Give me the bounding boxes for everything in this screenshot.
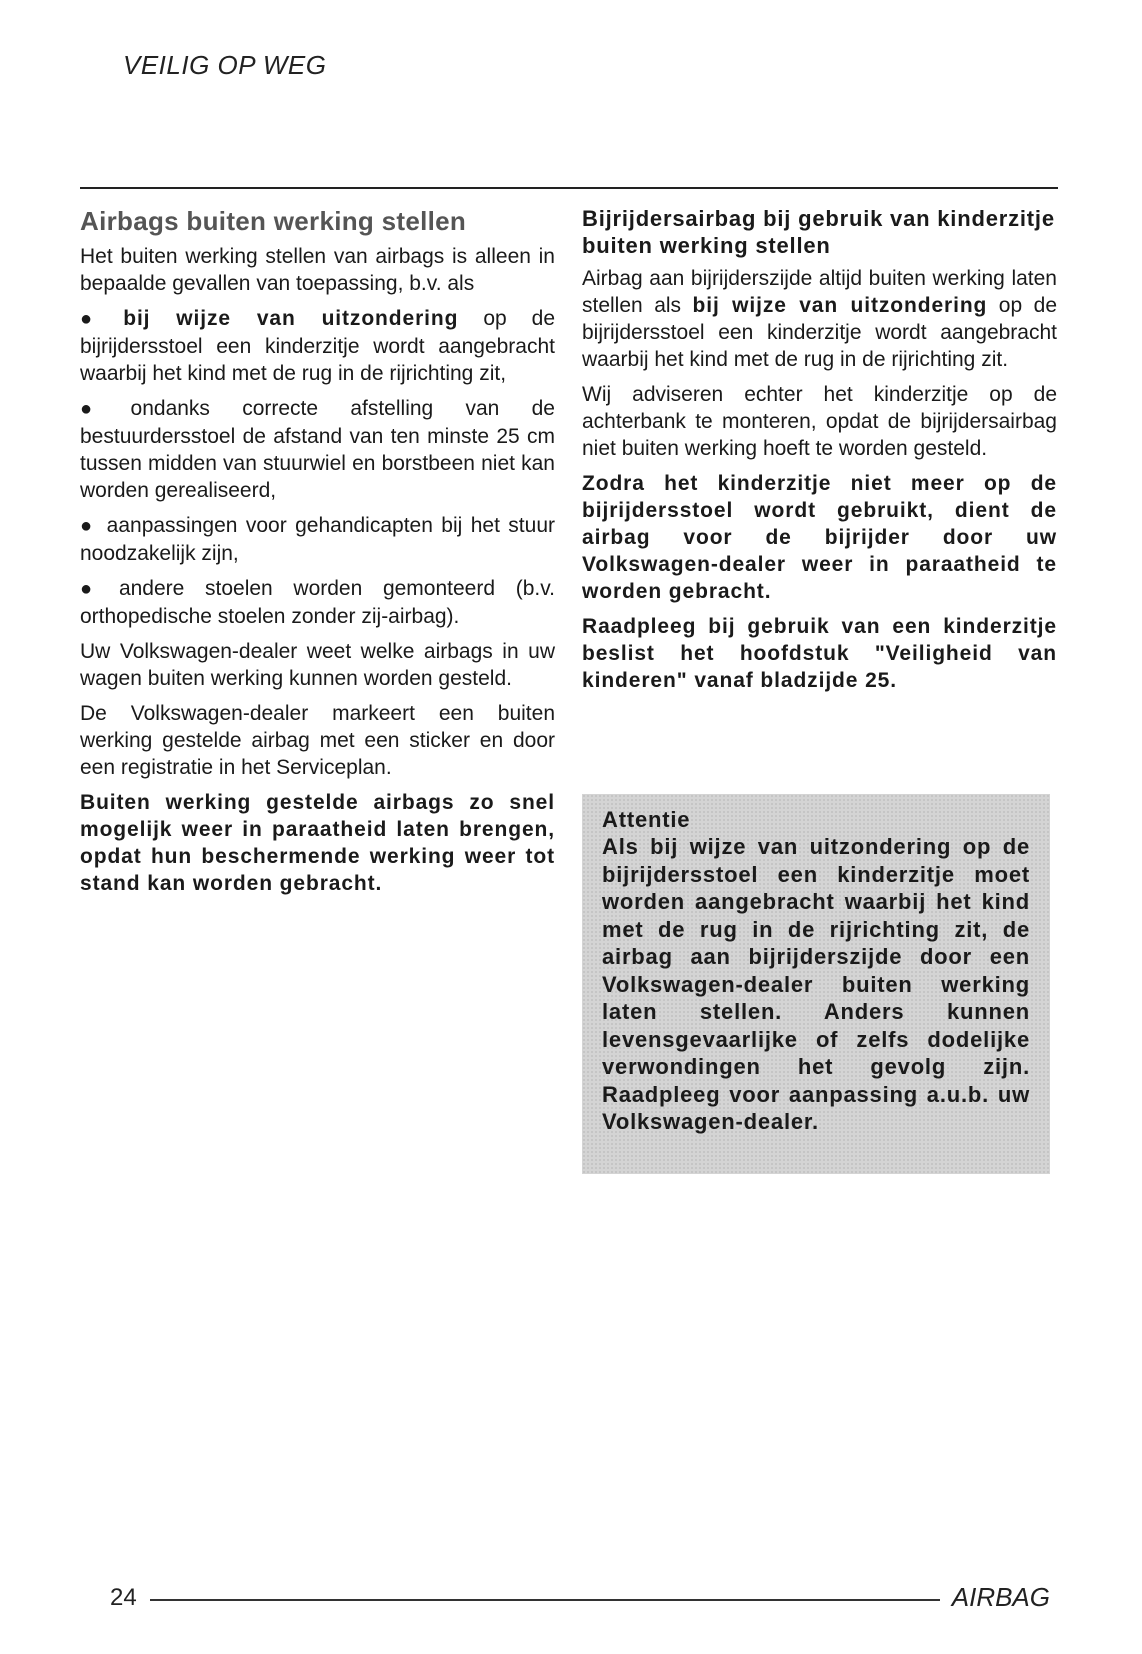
bullet-item (80, 512, 555, 567)
bullet-icon: ● (80, 398, 119, 420)
para-text: Airbag aan bijrijderszijde altijd buiten werking laten stellen als (582, 267, 1057, 317)
footer-divider (150, 1599, 940, 1601)
bullet-bold: bij wijze van uitzondering (123, 307, 459, 330)
dealer-paragraph: Uw Volkswagen-dealer weet welke airbags in uw wagen buiten werking kunnen worden gesteld. (80, 640, 555, 690)
left-column (80, 205, 555, 905)
attention-title: Attentie (602, 807, 691, 832)
para-text: op de bijrijdersstoel een kinderzitje wordt aangebracht waarbij het kind met de rug in de rijrichting zit. (582, 294, 1058, 371)
para-bold: bij wijze van uitzondering (692, 294, 988, 317)
child-safety-reference: Raadpleeg bij gebruik van een kinderzitje beslist het hoofdstuk "Veiligheid van kinderen" vanaf bladzijde 25. (582, 615, 1057, 692)
restore-warning: Buiten werking gestelde airbags zo snel mogelijk weer in paraatheid laten brengen, opdat hun beschermende werking weer tot stand kan worden gebracht. (80, 791, 555, 895)
running-header: VEILIG OP WEG (123, 50, 327, 80)
advice-paragraph: Wij adviseren echter het kinderzitje op de achterbank te monteren, opdat de bijrijdersairbag niet buiten werking hoeft te worden gesteld. (582, 383, 1057, 460)
intro-paragraph: Het buiten werking stellen van airbags is alleen in bepaalde gevallen van toepassing, b.v. als (80, 245, 555, 295)
bullet-item (80, 305, 555, 387)
attention-text: Als bij wijze van uitzondering op de bijrijdersstoel een kinderzitje moet worden aangebracht waarbij het kind met de rug in de rijrichting zit, de airbag aan bijrijderszijde door een Volkswagen-dealer buiten werking laten stellen. Anders kunnen levensgevaarlijke of zelfs dodelijke verwondingen het gevolg zijn. Raadpleeg voor aanpassing a.u.b. uw Volkswagen-dealer. (602, 834, 1030, 1134)
reactivate-notice: Zodra het kinderzitje niet meer op de bijrijdersstoel wordt gebruikt, dient de airbag voor de bijrijder door uw Volkswagen-dealer weer in paraatheid te worden gebracht. (582, 472, 1057, 603)
right-column (582, 205, 1057, 702)
bullet-text: ondanks correcte afstelling van de bestuurdersstoel de afstand van ten minste 25 cm tussen midden van stuurwiel en borstbeen niet kan worden gerealiseerd, (80, 397, 555, 502)
running-footer: AIRBAG (951, 1582, 1050, 1612)
attention-box (582, 794, 1050, 1174)
bullet-icon: ● (80, 308, 112, 330)
top-divider (80, 187, 1058, 189)
sticker-paragraph: De Volkswagen-dealer markeert een buiten werking gestelde airbag met een sticker en door een registratie in het Serviceplan. (80, 702, 555, 779)
page-number: 24 (110, 1584, 137, 1611)
passenger-airbag-paragraph (582, 265, 1057, 373)
bullet-item (80, 395, 555, 504)
bullet-item (80, 575, 555, 630)
section-title: Airbags buiten werking stellen (80, 206, 467, 236)
subsection-title: Bijrijdersairbag bij gebruik van kinderzitje buiten werking stellen (582, 206, 1055, 258)
bullet-icon: ● (80, 515, 95, 537)
bullet-icon: ● (80, 578, 107, 600)
bullet-text: andere stoelen worden gemonteerd (b.v. orthopedische stoelen zonder zij-airbag). (80, 577, 555, 628)
bullet-text: op de bijrijdersstoel een kinderzitje wordt aangebracht waarbij het kind met de rug in de rijrichting zit, (80, 307, 556, 385)
bullet-text: aanpassingen voor gehandicapten bij het stuur noodzakelijk zijn, (80, 514, 555, 565)
